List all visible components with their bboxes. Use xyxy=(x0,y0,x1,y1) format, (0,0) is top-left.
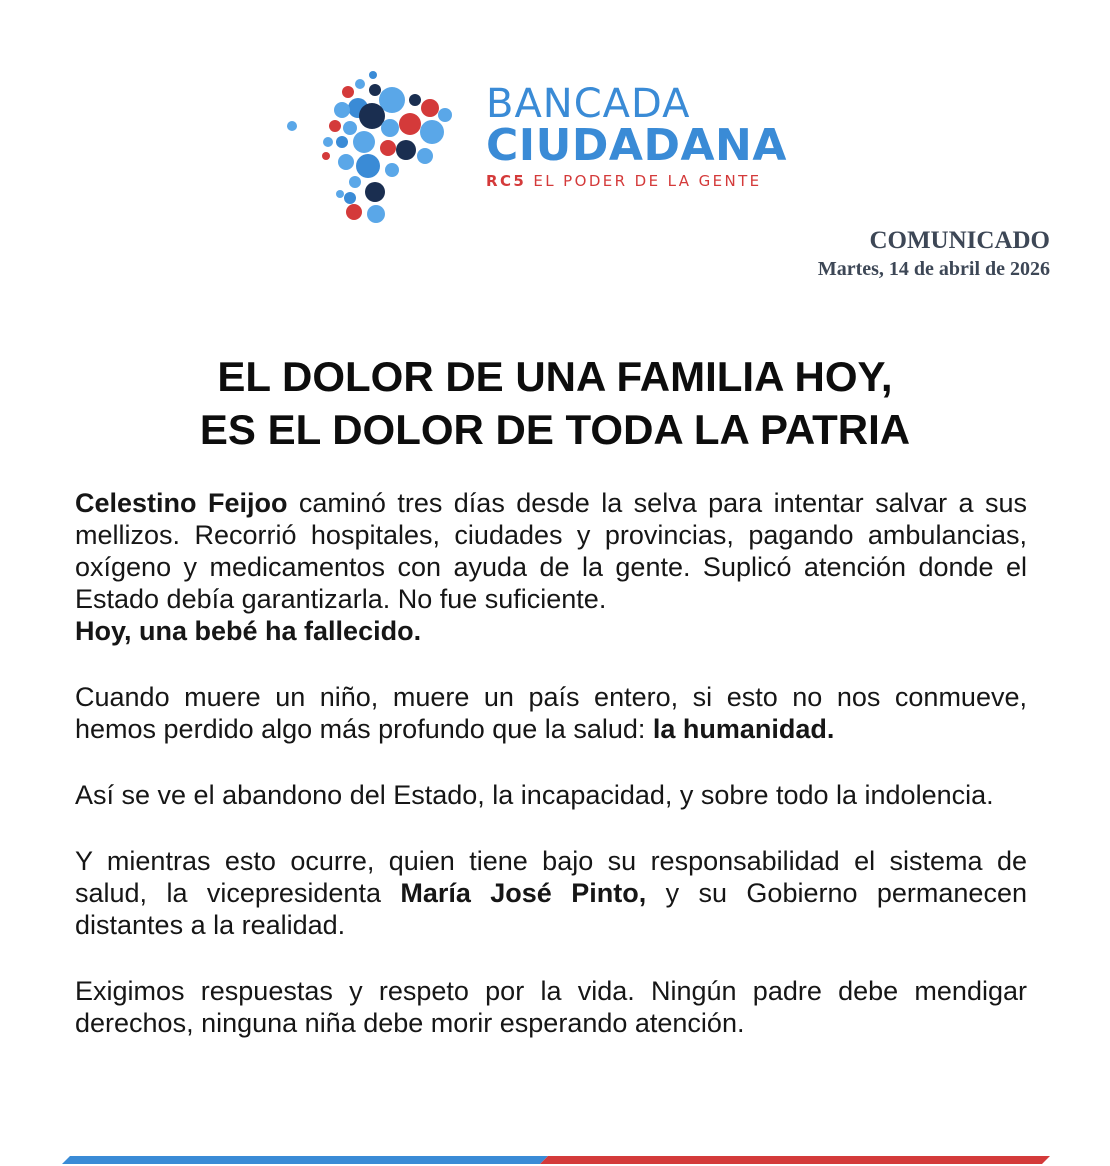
paragraph-1-text: caminó tres días desde la selva para intentar salvar a sus mellizos. Recorrió hospitales, ciudades y provincias, pagando ambulancias, oxígeno y medicamentos con ayuda de la gente. Suplicó atención donde el Estado debía garantizarla. No fue suficiente. xyxy=(75,488,1027,614)
paragraph-4-bold: María José Pinto, xyxy=(400,878,647,908)
communique-date: Martes, 14 de abril de 2026 xyxy=(817,258,1050,280)
brand-wordmark xyxy=(486,81,787,190)
footer-stripe-blue xyxy=(62,1156,548,1164)
paragraph-2 xyxy=(75,681,1027,745)
brand-tag-strong: RC5 xyxy=(486,172,527,190)
brand-line1: BANCADA xyxy=(486,81,691,127)
person-name: Celestino Feijoo xyxy=(75,488,288,518)
headline-line2: ES EL DOLOR DE TODA LA PATRIA xyxy=(199,406,911,453)
headline xyxy=(0,350,1110,456)
footer-stripe-red xyxy=(540,1156,1050,1164)
brand-logo xyxy=(280,70,820,230)
paragraph-5: Exigimos respuestas y respeto por la vida. Ningún padre debe mendigar derechos, ninguna niña debe morir esperando atención. xyxy=(75,976,1027,1038)
communique-meta xyxy=(818,226,1050,282)
bubbles-logo-icon xyxy=(280,70,480,230)
brand-tag-rest: EL PODER DE LA GENTE xyxy=(533,172,762,190)
paragraph-4-text-b: y su Gobierno permanecen distantes a la realidad. xyxy=(75,878,1027,940)
headline-line1: EL DOLOR DE UNA FAMILIA HOY, xyxy=(217,353,893,400)
brand-tagline xyxy=(486,172,787,190)
paragraph-1 xyxy=(75,487,1027,615)
brand-line2: CIUDADANA xyxy=(486,120,787,171)
paragraph-2-bold: la humanidad. xyxy=(652,714,835,744)
paragraph-1-bold-line: Hoy, una bebé ha fallecido. xyxy=(75,616,422,646)
paragraph-2-text: Cuando muere un niño, muere un país entero, si esto no nos conmueve, hemos perdido algo más profundo que la salud: xyxy=(75,682,1027,744)
communique-title: COMUNICADO xyxy=(869,227,1050,254)
paragraph-4 xyxy=(75,845,1027,941)
paragraph-4-text-a: Y mientras esto ocurre, quien tiene bajo su responsabilidad el sistema de salud, la vicepresidenta xyxy=(75,846,1027,908)
paragraph-3: Así se ve el abandono del Estado, la incapacidad, y sobre todo la indolencia. xyxy=(75,780,994,810)
footer-stripe xyxy=(0,1146,1110,1166)
communique-body xyxy=(75,487,1027,1039)
